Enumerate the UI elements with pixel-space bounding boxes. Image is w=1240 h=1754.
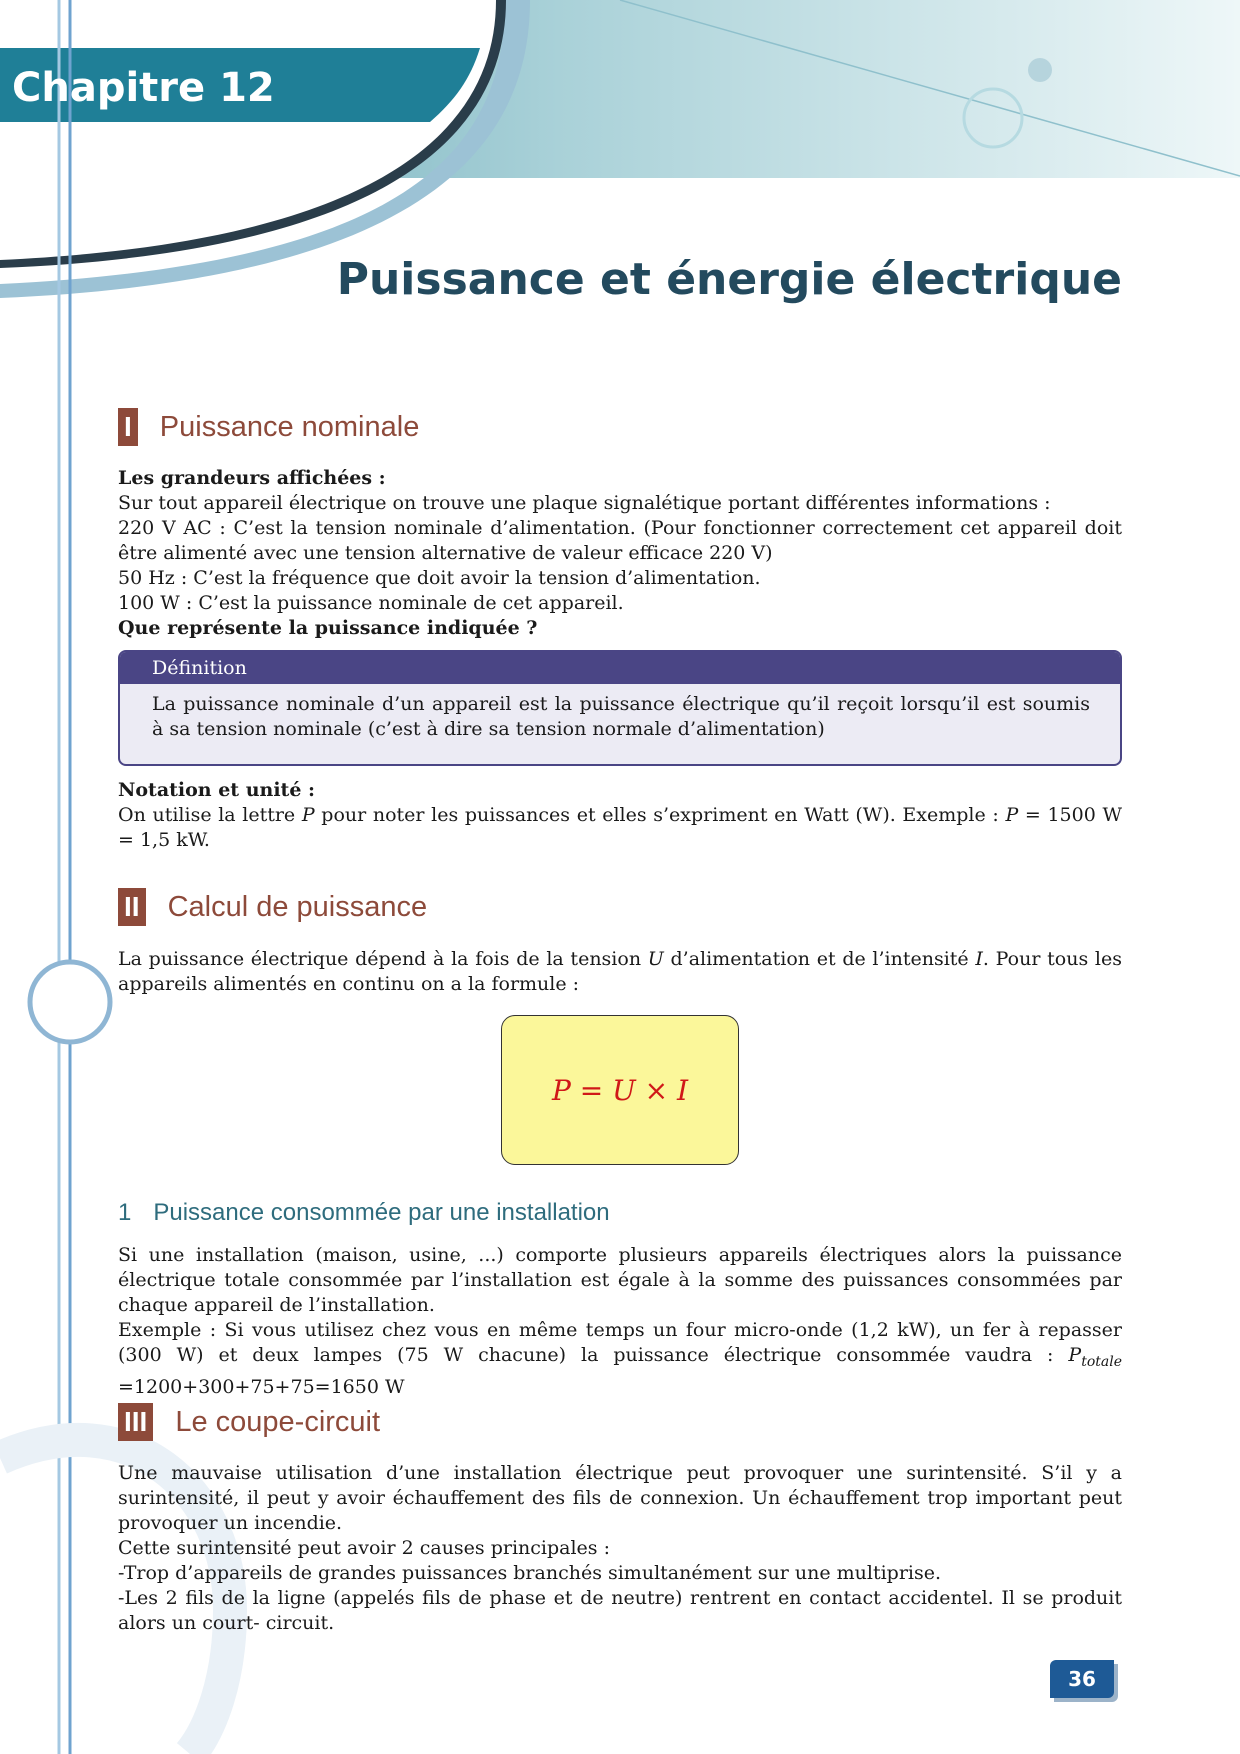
definition-box xyxy=(118,650,1122,766)
section-heading-3 xyxy=(118,1403,380,1441)
subsection-text xyxy=(118,1243,1122,1400)
section1-text xyxy=(118,466,1122,641)
text-line: Cette surintensité peut avoir 2 causes principales : xyxy=(118,1537,610,1559)
text-paragraph: Si une installation (maison, usine, ...) comporte plusieurs appareils électriques alors la puissance électrique totale consommée par l’installation est égale à la somme des puissances consommées par chaque appareil de l’installation. xyxy=(118,1244,1122,1316)
subheading: Notation et unité : xyxy=(118,779,316,801)
section-heading-1 xyxy=(118,408,419,446)
section3-text xyxy=(118,1461,1122,1636)
notation-text xyxy=(118,778,1122,853)
subsection-heading xyxy=(118,1199,610,1227)
section-number: II xyxy=(118,888,146,926)
subheading: Les grandeurs affichées : xyxy=(118,467,386,489)
section-title: Le coupe-circuit xyxy=(175,1405,381,1438)
section-title: Puissance nominale xyxy=(159,410,420,443)
subsection-title: Puissance consommée par une installation xyxy=(153,1199,610,1226)
example-line: Exemple : Si vous utilisez chez vous en même temps un four micro-onde (1,2 kW), un fer à repasser (300 W) et deux lampes (75 W chacune) la puissance électrique consommée vaudra : $P_{totale} =1200+300+75+75=1650$ W xyxy=(118,1319,1122,1398)
section-heading-2 xyxy=(118,888,427,926)
text-line: 100 W : C’est la puissance nominale de cet appareil. xyxy=(118,592,624,614)
text-line: -Trop d’appareils de grandes puissances branchés simultanément sur une multiprise. xyxy=(118,1562,942,1584)
text-line: Sur tout appareil électrique on trouve une plaque signalétique portant différentes informations : xyxy=(118,492,1051,514)
notation-line: On utilise la lettre P pour noter les puissances et elles s’expriment en Watt (W). Exemple : P = 1500 W = 1,5 kW. xyxy=(118,804,1123,851)
text-line: -Les 2 fils de la ligne (appelés fils de phase et de neutre) rentrent en contact accidentel. Il se produit alors un court- circuit. xyxy=(118,1587,1122,1634)
section-number: I xyxy=(118,408,138,446)
subsection-number: 1 xyxy=(118,1199,132,1226)
definition-text: La puissance nominale d’un appareil est la puissance électrique qu’il reçoit lorsqu’il est soumis à sa tension nominale (c’est à dire sa tension normale d’alimentation) xyxy=(152,693,1090,740)
question: Que représente la puissance indiquée ? xyxy=(118,617,538,639)
section2-intro: La puissance électrique dépend à la fois de la tension U d’alimentation et de l’intensité I. Pour tous les appareils alimentés en continu on a la formule : xyxy=(118,948,1122,995)
text-paragraph: Une mauvaise utilisation d’une installation électrique peut provoquer une surintensité. S’il y a surintensité, il peut y avoir échauffement des fils de connexion. Un échauffement trop important peut provoquer un incendie. xyxy=(118,1462,1122,1534)
formula-box: P = U × I xyxy=(501,1015,739,1165)
text-line: 50 Hz : C’est la fréquence que doit avoir la tension d’alimentation. xyxy=(118,567,761,589)
page-title: Puissance et énergie électrique xyxy=(336,254,1122,305)
text-line: 220 V AC : C’est la tension nominale d’alimentation. (Pour fonctionner correctement cet appareil doit être alimenté avec une tension alternative de valeur efficace 220 V) xyxy=(118,517,1122,564)
definition-label: Définition xyxy=(120,652,1120,684)
page-number: 36 xyxy=(1050,1660,1114,1698)
section-title: Calcul de puissance xyxy=(167,890,428,923)
chapter-label: Chapitre 12 xyxy=(12,65,275,111)
section-number: III xyxy=(118,1403,153,1441)
